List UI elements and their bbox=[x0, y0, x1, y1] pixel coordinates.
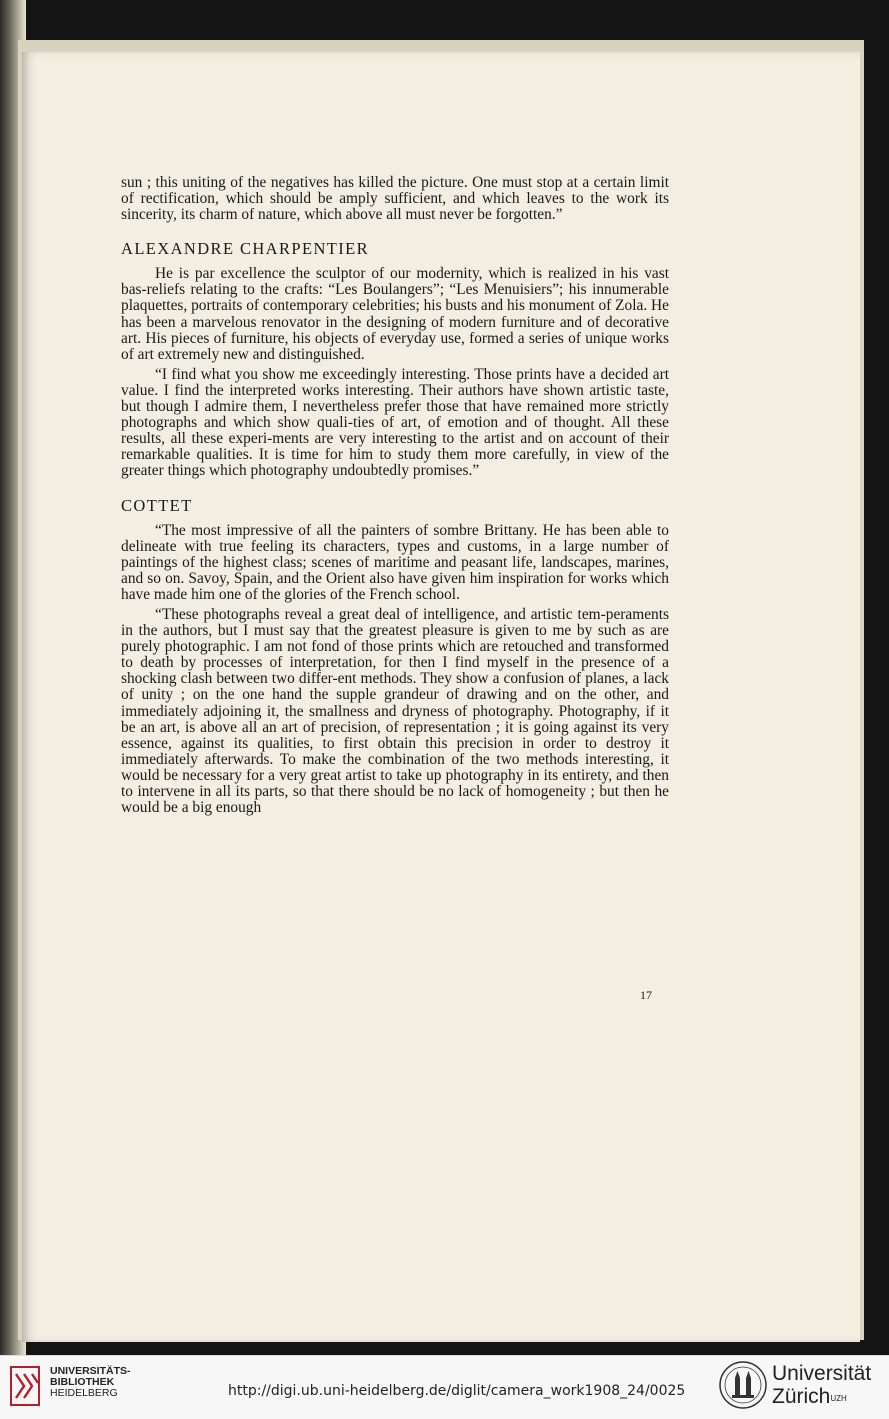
page-number: 17 bbox=[640, 988, 652, 1002]
heidelberg-library-logo-icon bbox=[10, 1366, 40, 1406]
paragraph: “I find what you show me exceedingly interesting. Those prints have a decided art value. I find the interpreted works interesting. Their authors have shown artistic taste, but though I admire them, I nevertheless prefer those that have remained more strictly photographs and which show quali-ties of art, of emotion and of thought. All these results, all these experi-ments are very interesting to the artist and on account of their remarkable qualities. It is time for him to study them more carefully, in view of the greater things which photography undoubtedly promises.” bbox=[121, 365, 669, 480]
heidelberg-library-name: UNIVERSITÄTS- BIBLIOTHEK HEIDELBERG bbox=[50, 1365, 131, 1399]
paragraph: “These photographs reveal a great deal of intelligence, and artistic tem-peraments in the authors, but I must say that the greatest pleasure is given to me by such as are purely photographic. I am not fond of those prints which are retouched and transformed to death by processes of interpretation, for then I find myself in the presence of a shocking clash between two differ-ent methods. They show a confusion of planes, a lack of unity ; on the one hand the supple grandeur of drawing and on the other, and immediately adjoining it, the smallness and dryness of photography. Photography, if it be an art, is above all an art of precision, of representation ; it is going against its very essence, against its qualities, to first obtain this precision in order to destroy it immediately afterwards. To make the combination of the two methods interesting, it would be necessary for a very great artist to take up photography in its entirety, and then to intervene in all its parts, so that there should be no lack of homogeneity ; but then he would be a big enough bbox=[121, 605, 669, 817]
section-heading-charpentier: ALEXANDRE CHARPENTIER bbox=[121, 239, 370, 259]
paragraph: “The most impressive of all the painters of sombre Brittany. He has been able to delineate with true feeling its characters, types and customs, in a large number of paintings of the highest class; scenes of maritime and peasant life, landscapes, marines, and so on. Savoy, Spain, and the Orient also have given him inspiration for works which have made him one of the glories of the French school. bbox=[121, 521, 669, 603]
section-heading-cottet: COTTET bbox=[121, 495, 193, 515]
permalink-url[interactable]: http://digi.ub.uni-heidelberg.de/diglit/camera_work1908_24/0025 bbox=[228, 1383, 686, 1399]
paragraph: He is par excellence the sculptor of our modernity, which is realized in his vast bas-reliefs relating to the crafts: “Les Boulangers”; “Les Menuisiers”; his innumerable plaquettes, portraits of contemporary celebrities; his busts and his monument of Zola. He has been a marvelous renovator in the designing of modern furniture and of decorative art. His pieces of furniture, his objects of everyday use, formed a series of unique works of art extremely new and distinguished. bbox=[121, 265, 669, 363]
uzh-seal-icon bbox=[718, 1360, 768, 1410]
uzh-wordmark: Universität Zürich$^{UZH}$ bbox=[772, 1362, 872, 1408]
page-text-block bbox=[121, 175, 669, 816]
intro-paragraph: sun ; this uniting of the negatives has killed the picture. One must stop at a certain limit of rectification, which should be amply sufficient, and which leaves to the work its sincerity, its charm of nature, which above all must never be forgotten.” bbox=[121, 174, 669, 224]
